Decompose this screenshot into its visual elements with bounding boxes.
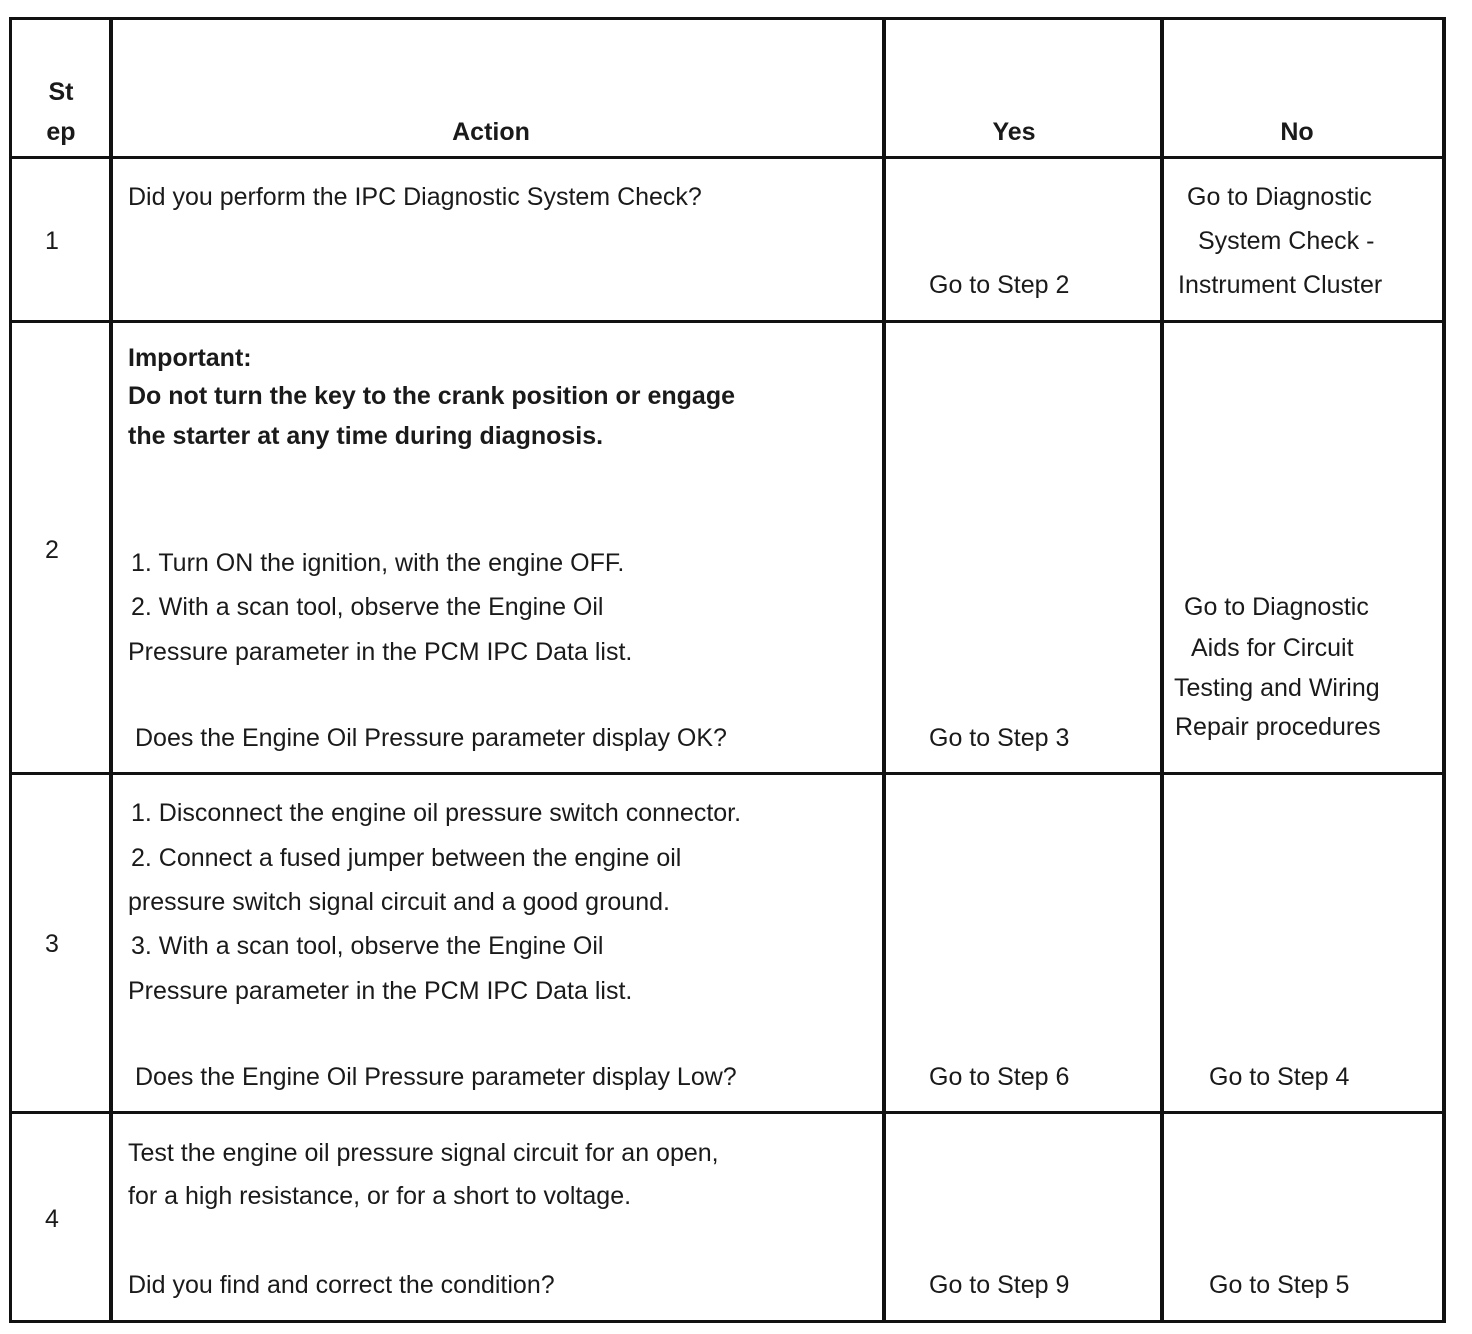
action-text: 1. Turn ON the ignition, with the engine OFF.	[131, 549, 625, 577]
yes-result: Go to Step 2	[929, 271, 1070, 299]
action-text: 2. With a scan tool, observe the Engine Oil	[131, 593, 604, 621]
no-result-line-1: Go to Diagnostic	[1184, 593, 1369, 621]
table-border-top	[9, 17, 1446, 20]
no-result-line-2: System Check -	[1198, 227, 1375, 255]
yes-result: Go to Step 3	[929, 724, 1070, 752]
header-step-line-1: St	[48, 78, 74, 106]
header-no: No	[1280, 118, 1314, 146]
no-result: Go to Step 5	[1209, 1271, 1350, 1299]
header-action: Action	[452, 118, 530, 146]
no-result-line-3: Testing and Wiring	[1174, 674, 1380, 702]
no-result-line-4: Repair procedures	[1175, 713, 1381, 741]
row-divider-1	[9, 320, 1446, 323]
table-border-bottom	[9, 1320, 1446, 1323]
important-text-line-2: the starter at any time during diagnosis.	[128, 422, 604, 450]
action-text: Pressure parameter in the PCM IPC Data list.	[128, 638, 633, 666]
action-text: Test the engine oil pressure signal circuit for an open,	[128, 1139, 719, 1167]
no-result: Go to Step 4	[1209, 1063, 1350, 1091]
no-result-line-1: Go to Diagnostic	[1187, 183, 1372, 211]
action-text: for a high resistance, or for a short to voltage.	[128, 1182, 632, 1210]
step-number: 1	[45, 227, 59, 255]
action-text: 3. With a scan tool, observe the Engine Oil	[131, 932, 604, 960]
important-label: Important:	[128, 344, 252, 372]
action-question: Does the Engine Oil Pressure parameter display OK?	[135, 724, 727, 752]
step-number: 3	[45, 930, 59, 958]
action-text: pressure switch signal circuit and a good ground.	[128, 888, 670, 916]
action-question: Did you find and correct the condition?	[128, 1271, 555, 1299]
action-question: Does the Engine Oil Pressure parameter display Low?	[135, 1063, 737, 1091]
yes-result: Go to Step 6	[929, 1063, 1070, 1091]
header-divider	[9, 156, 1446, 159]
action-text: Did you perform the IPC Diagnostic System Check?	[128, 183, 702, 211]
action-text: Pressure parameter in the PCM IPC Data list.	[128, 977, 633, 1005]
no-result-line-3: Instrument Cluster	[1178, 271, 1383, 299]
action-text: 1. Disconnect the engine oil pressure switch connector.	[131, 799, 742, 827]
header-yes: Yes	[992, 118, 1036, 146]
row-divider-3	[9, 1111, 1446, 1114]
step-number: 4	[45, 1205, 59, 1233]
column-divider-action	[882, 17, 886, 1323]
table-border-left	[9, 17, 12, 1323]
action-text: 2. Connect a fused jumper between the engine oil	[131, 844, 682, 872]
no-result-line-2: Aids for Circuit	[1191, 634, 1354, 662]
step-number: 2	[45, 536, 59, 564]
yes-result: Go to Step 9	[929, 1271, 1070, 1299]
column-divider-step	[109, 17, 113, 1323]
row-divider-2	[9, 772, 1446, 775]
column-divider-yes	[1160, 17, 1164, 1323]
header-step-line-2: ep	[46, 118, 76, 146]
important-text-line-1: Do not turn the key to the crank position or engage	[128, 382, 735, 410]
table-border-right	[1442, 17, 1446, 1323]
